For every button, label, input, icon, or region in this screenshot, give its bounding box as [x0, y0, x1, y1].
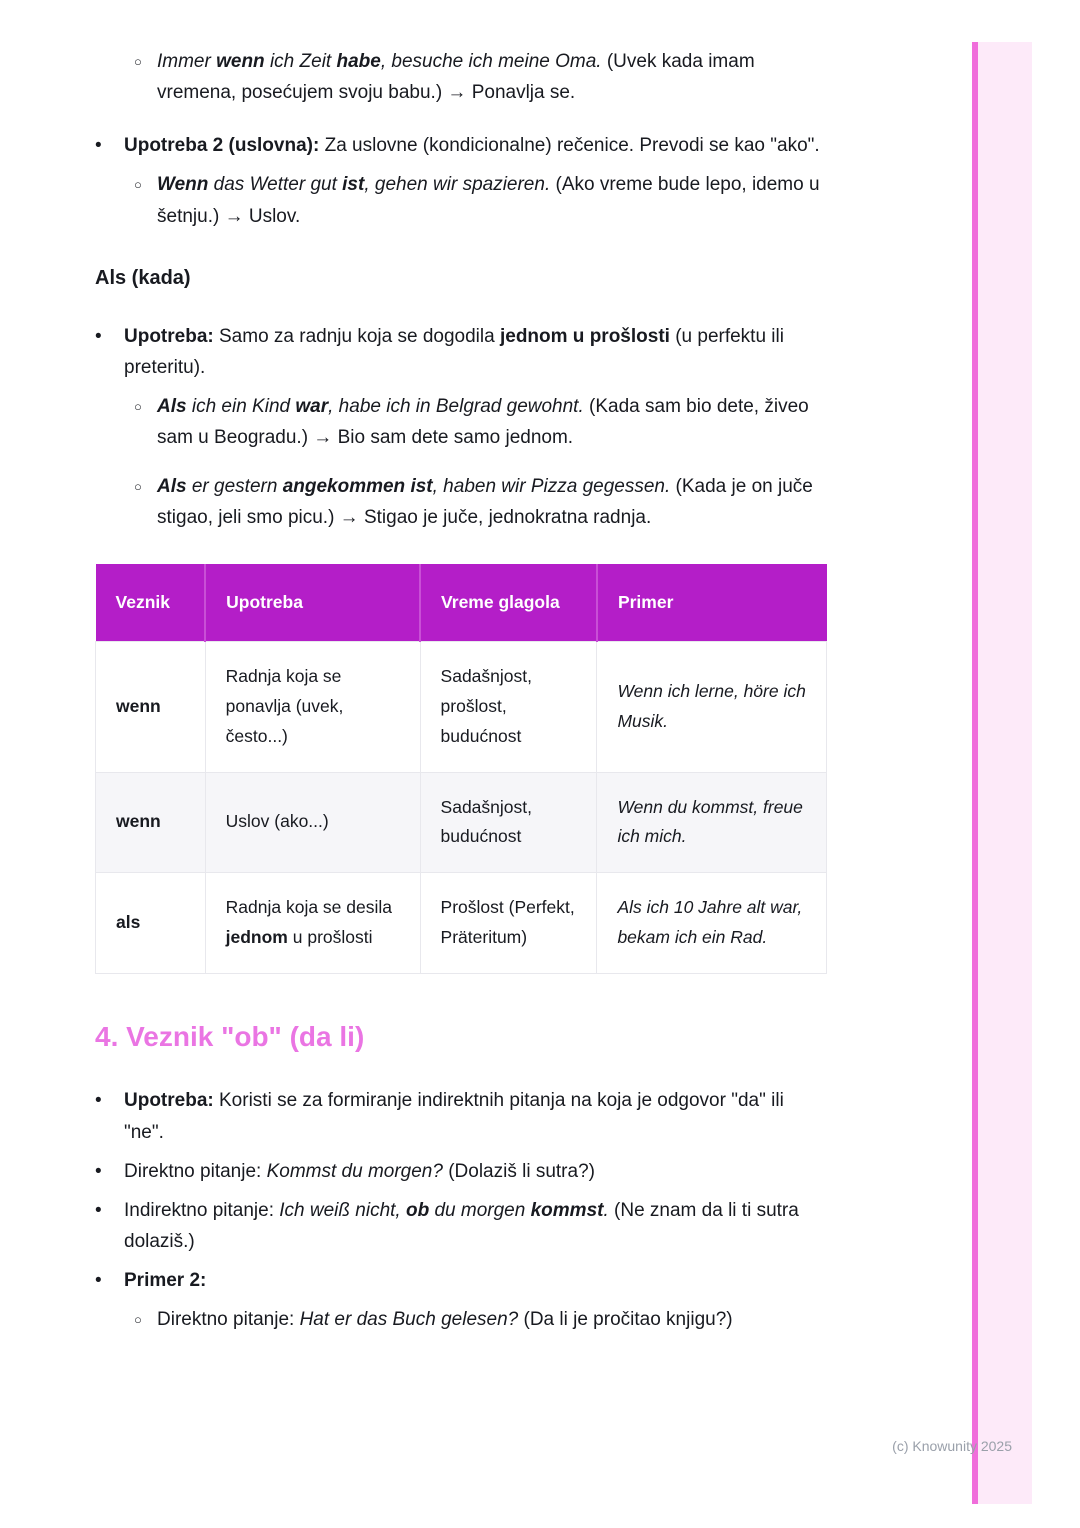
cell-vreme: Prošlost (Perfekt, Präteritum)	[420, 873, 597, 974]
cell-primer: Wenn du kommst, freue ich mich.	[597, 772, 827, 873]
list-item-usage-ob	[95, 1085, 827, 1147]
bullet-icon: •	[95, 1160, 102, 1182]
cell-primer: Wenn ich lerne, höre ich Musik.	[597, 642, 827, 772]
page-edge-band	[978, 42, 1032, 1504]
list-item-example-angekommen	[95, 471, 827, 533]
usage-uslovna-text: Upotreba 2 (uslovna): Za uslovne (kondicionalne) rečenice. Prevodi se kao "ako".	[124, 135, 820, 157]
cell-veznik: wenn	[96, 642, 206, 772]
list-item-usage-uslovna	[95, 130, 827, 161]
bullet-icon: •	[95, 1270, 102, 1292]
bullet-icon: •	[95, 135, 102, 157]
list-item-primer2	[95, 1265, 827, 1296]
circle-bullet-icon: ○	[134, 479, 142, 495]
cell-veznik: als	[96, 873, 206, 974]
list-item-direct-question	[95, 1156, 827, 1187]
list-item-indirect-question	[95, 1195, 827, 1257]
example-immer-text: Immer wenn ich Zeit habe, besuche ich meine Oma. (Uvek kada imam vremena, posećujem svoju babu.) → Ponavlja se.	[157, 51, 755, 104]
section-heading-ob: 4. Veznik "ob" (da li)	[95, 1020, 365, 1052]
circle-bullet-icon: ○	[134, 398, 142, 414]
content-area	[95, 46, 827, 1348]
cell-upotreba: Radnja koja se desila jednom u prošlosti	[205, 873, 420, 974]
list-item-example-kind	[95, 391, 827, 453]
cell-vreme: Sadašnjost, prošlost, budućnost	[420, 642, 597, 772]
cell-vreme: Sadašnjost, budućnost	[420, 772, 597, 873]
indirect-question-text: Indirektno pitanje: Ich weiß nicht, ob du morgen kommst. (Ne znam da li ti sutra dolaziš.)	[124, 1199, 799, 1253]
usage-als-text: Upotreba: Samo za radnju koja se dogodila jednom u prošlosti (u perfektu ili preteritu).	[124, 325, 784, 378]
table-row	[96, 873, 827, 974]
example-wetter-text: Wenn das Wetter gut ist, gehen wir spazieren. (Ako vreme bude lepo, idemo u šetnju.) → Uslov.	[157, 174, 820, 227]
bullet-icon: •	[95, 1199, 102, 1221]
example-angekommen-text: Als er gestern angekommen ist, haben wir Pizza gegessen. (Kada je on juče stigao, jeli smo picu.) → Stigao je juče, jednokratna radnja.	[157, 476, 813, 529]
usage-ob-text: Upotreba: Koristi se za formiranje indirektnih pitanja na koja je odgovor "da" ili "ne".	[124, 1090, 784, 1143]
table-header-row	[96, 564, 827, 642]
circle-bullet-icon: ○	[134, 54, 142, 69]
table-header-vreme: Vreme glagola	[420, 564, 597, 642]
bullet-icon: •	[95, 1090, 102, 1112]
page-edge-line	[972, 42, 978, 1504]
primer2-text: Primer 2:	[124, 1270, 207, 1292]
circle-bullet-icon: ○	[134, 177, 142, 193]
table-header-primer: Primer	[597, 564, 827, 642]
list-item-example-buch	[95, 1304, 827, 1335]
list-item-example-immer	[95, 46, 827, 108]
copyright-note: (c) Knowunity 2025	[892, 1438, 1012, 1454]
table-row	[96, 772, 827, 873]
cell-upotreba: Uslov (ako...)	[205, 772, 420, 873]
section-heading-als: Als (kada)	[95, 266, 191, 289]
bullet-icon: •	[95, 325, 102, 347]
list-item-usage-als	[95, 321, 827, 383]
table-row	[96, 642, 827, 772]
table-header-veznik: Veznik	[96, 564, 206, 642]
example-buch-text: Direktno pitanje: Hat er das Buch gelesen? (Da li je pročitao knjigu?)	[157, 1309, 733, 1331]
table-header-upotreba: Upotreba	[205, 564, 420, 642]
cell-primer: Als ich 10 Jahre alt war, bekam ich ein Rad.	[597, 873, 827, 974]
direct-question-text: Direktno pitanje: Kommst du morgen? (Dolaziš li sutra?)	[124, 1160, 595, 1182]
list-item-example-wetter	[95, 169, 827, 231]
circle-bullet-icon: ○	[134, 1312, 142, 1328]
conjunction-table	[95, 564, 827, 974]
cell-upotreba: Radnja koja se ponavlja (uvek, često...)	[205, 642, 420, 772]
example-kind-text: Als ich ein Kind war, habe ich in Belgrad gewohnt. (Kada sam bio dete, živeo sam u Beogradu.) → Bio sam dete samo jednom.	[157, 395, 809, 449]
cell-veznik: wenn	[96, 772, 206, 873]
